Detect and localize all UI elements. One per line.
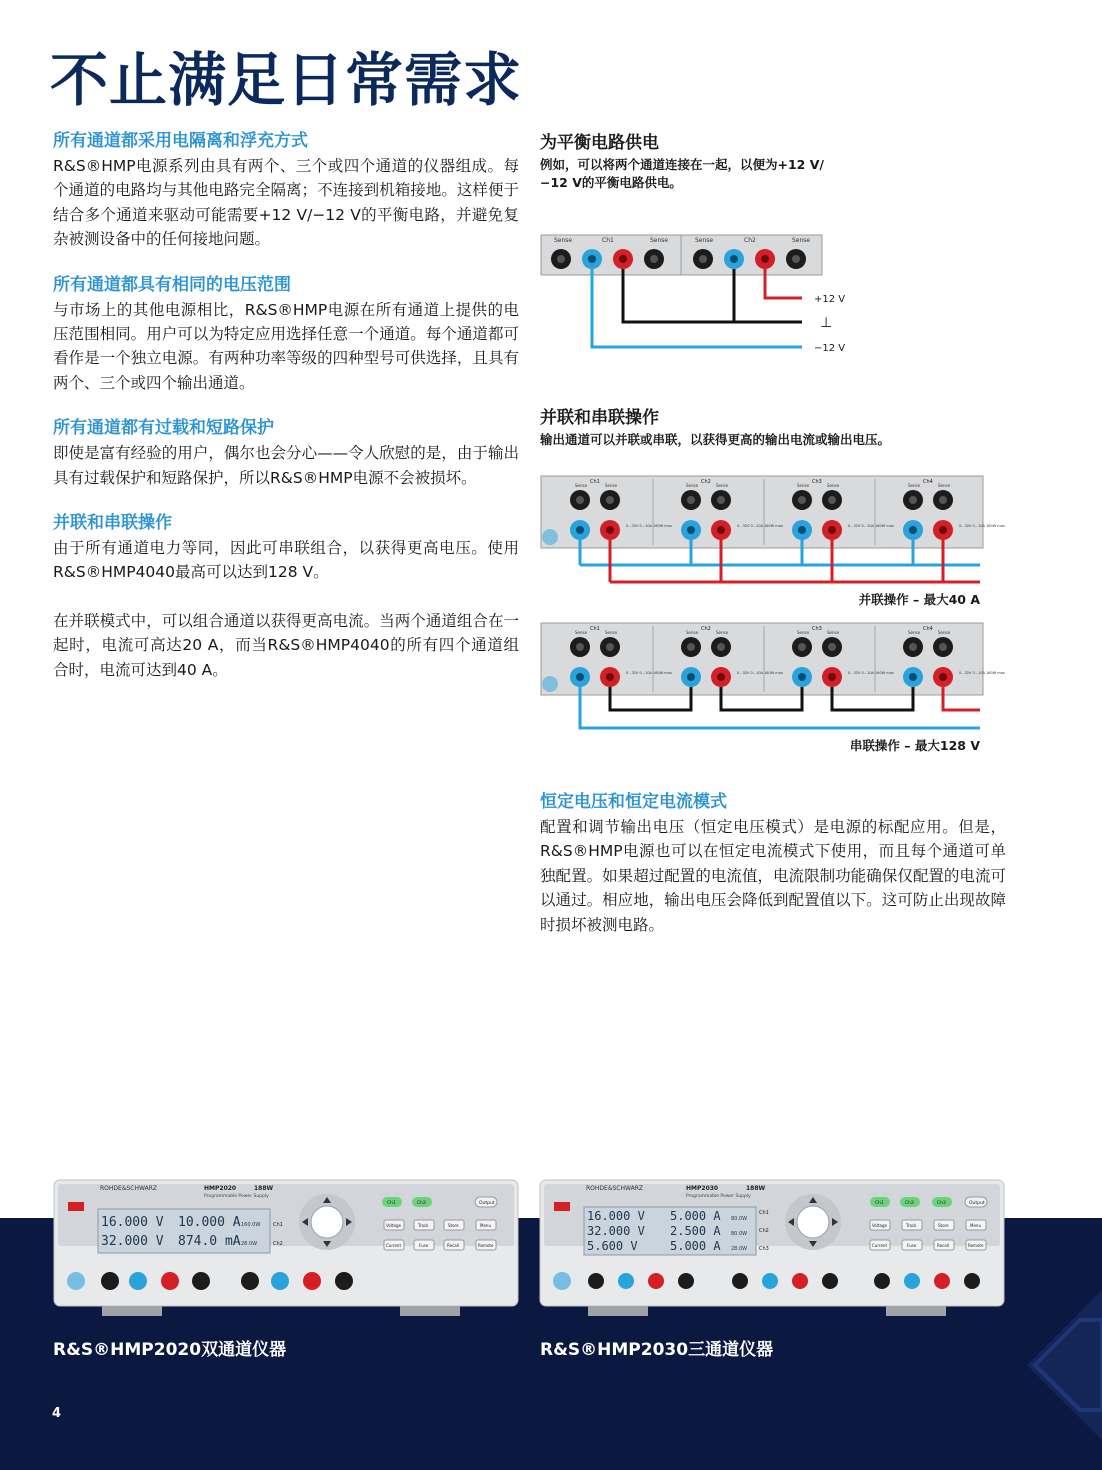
store-button-label: Store xyxy=(448,1223,459,1228)
output-button-label: Output xyxy=(969,1201,985,1206)
sense-label: Sense xyxy=(792,237,811,244)
wire-ground xyxy=(623,269,802,322)
sense-label: Sense xyxy=(908,630,921,635)
rating-label: 0...32V 0...10A 160W max xyxy=(959,524,1005,528)
ch2-button-label: Ch2 xyxy=(905,1201,914,1206)
sense-label: Sense xyxy=(716,630,729,635)
sense-terminal-core xyxy=(828,496,836,504)
channel-label: Ch1 xyxy=(590,626,600,632)
ch3-label: Ch3 xyxy=(759,1246,769,1252)
lcd-ch1-voltage: 16.000 V xyxy=(101,1215,164,1230)
sense-label: Sense xyxy=(908,483,921,488)
left-column xyxy=(53,128,519,702)
series-caption: 串联操作 – 最大128 V xyxy=(849,738,980,753)
rating-label: 0...32V 0...10A 160W max xyxy=(737,524,783,528)
negative-terminal-core xyxy=(576,526,584,534)
sense-terminal-core xyxy=(939,643,947,651)
section-text: 由于所有通道电力等同，因此可串联组合，以获得更高电压。使用R&S®HMP4040最高可以达到128 V。 xyxy=(53,539,519,582)
sense-label: Sense xyxy=(605,483,618,488)
section-text: 配置和调节输出电压（恒定电压模式）是电源的标配应用。但是，R&S®HMP电源也可以在恒定电流模式下使用，而且每个通道可单独配置。如果超过配置的电流值，电流限制功能确保仅配置的电流可以通过。相应地，输出电压会降低到配置值以下。这可防止出现故障时损坏被测电路。 xyxy=(540,818,1006,934)
menu-button-label: Menu xyxy=(480,1223,491,1228)
rotary-knob[interactable] xyxy=(311,1206,343,1238)
lcd-ch2-voltage: 32.000 V xyxy=(587,1224,645,1238)
subtitle-label: Programmable Power Supply xyxy=(686,1194,751,1199)
positive-terminal-core xyxy=(939,673,947,681)
sense-terminal-core xyxy=(687,496,695,504)
current-button-label: Current xyxy=(386,1243,402,1248)
sense-label: Sense xyxy=(650,237,669,244)
section-heading: 所有通道都有过载和短路保护 xyxy=(53,418,274,439)
section-protection xyxy=(53,415,519,490)
sense-terminal-core xyxy=(606,496,614,504)
recall-button-label: Recall xyxy=(937,1243,949,1248)
ground-symbol: ⊥ xyxy=(820,315,833,331)
device-hmp2020 xyxy=(54,1180,518,1316)
lcd-ch1-current: 5.000 A xyxy=(670,1209,721,1223)
fuse-button-label: Fuse xyxy=(907,1243,917,1248)
rating-label: 0...32V 0...10A 160W max xyxy=(737,671,783,675)
section-parallel-series xyxy=(53,510,519,682)
sense-label: Sense xyxy=(686,483,699,488)
sense-label: Sense xyxy=(575,630,588,635)
plus-12v-label: +12 V xyxy=(814,294,846,305)
balanced-section xyxy=(540,130,1010,192)
remote-button-label: Remote xyxy=(968,1243,984,1248)
positive-terminal-core xyxy=(828,526,836,534)
ch1-button-label: Ch1 xyxy=(387,1201,396,1206)
rating-label: 0...32V 0...10A 160W max xyxy=(626,524,672,528)
power-rating: 188W xyxy=(254,1185,274,1192)
sense-label: Sense xyxy=(827,483,840,488)
sense-terminal-core xyxy=(909,643,917,651)
section-heading: 为平衡电路供电 xyxy=(540,133,659,153)
cv-cc-section xyxy=(540,789,1006,937)
sense-terminal-core xyxy=(939,496,947,504)
channel-label: Ch3 xyxy=(812,479,822,485)
power-button[interactable] xyxy=(68,1202,84,1211)
negative-terminal-core xyxy=(687,673,695,681)
section-text: 与市场上的其他电源相比，R&S®HMP电源在所有通道上提供的电压范围相同。用户可以为特定应用选择任意一个通道。每个通道都可看作是一个独立电源。有两种功率等级的四种型号可供选择，且具有两个、三个或四个输出通道。 xyxy=(53,300,519,392)
sense-label: Sense xyxy=(797,630,810,635)
rating-label: 0...32V 0...10A 160W max xyxy=(848,524,894,528)
foot xyxy=(102,1306,162,1316)
foot xyxy=(588,1306,648,1316)
fuse-button-label: Fuse xyxy=(419,1243,429,1248)
section-heading: 并联和串联操作 xyxy=(540,408,659,428)
device-caption-hmp2020: R&S®HMP2020双通道仪器 xyxy=(53,1340,287,1360)
rotary-knob[interactable] xyxy=(797,1206,829,1238)
sense-terminal-core xyxy=(717,643,725,651)
device-hmp2030 xyxy=(540,1180,1004,1316)
lcd-ch2-power: 80.0W xyxy=(731,1231,748,1237)
positive-terminal-core xyxy=(717,526,725,534)
sense-terminal-core xyxy=(828,643,836,651)
ch1-label: Ch1 xyxy=(759,1210,769,1216)
section-text: 在并联模式中，可以组合通道以获得更高电流。当两个通道组合在一起时，电流可高达20 A，而当R&S®HMP4040的所有四个通道组合时，电流可达到40 A。 xyxy=(53,611,519,679)
store-button-label: Store xyxy=(938,1223,949,1228)
lcd-ch3-voltage: 5.600 V xyxy=(587,1239,638,1253)
lcd-ch2-power: 28.0W xyxy=(241,1241,258,1247)
lcd-ch2-voltage: 32.000 V xyxy=(101,1234,164,1249)
sense-terminal-core xyxy=(717,496,725,504)
section-text: 例如，可以将两个通道连接在一起，以便为+12 V/−12 V的平衡电路供电。 xyxy=(540,157,824,190)
channel-label: Ch2 xyxy=(701,479,711,485)
positive-terminal-core xyxy=(939,526,947,534)
usb-port xyxy=(542,676,558,692)
lcd-ch3-current: 5.000 A xyxy=(670,1239,721,1253)
remote-button-label: Remote xyxy=(478,1243,494,1248)
ch2-button-label: Ch2 xyxy=(417,1201,426,1206)
sense-label: Sense xyxy=(827,630,840,635)
sense-label: Sense xyxy=(797,483,810,488)
model-label: HMP2020 xyxy=(204,1185,237,1192)
ch1-label: Ch1 xyxy=(273,1222,283,1228)
output-button-label: Output xyxy=(479,1201,495,1206)
channel-label: Ch1 xyxy=(590,479,600,485)
voltage-button-label: Voltage xyxy=(386,1223,402,1228)
lcd-ch3-power: 28.0W xyxy=(731,1246,748,1252)
sense-terminal-core xyxy=(576,643,584,651)
device-front-panel xyxy=(540,1180,1004,1316)
section-heading: 所有通道都具有相同的电压范围 xyxy=(53,274,291,295)
ch2-label: Ch2 xyxy=(759,1228,769,1234)
parallel-series-section xyxy=(540,405,1010,449)
device-front-panel xyxy=(54,1180,518,1316)
sense-label: Sense xyxy=(605,630,618,635)
channel-label: Ch2 xyxy=(701,626,711,632)
section-text: 即使是富有经验的用户，偶尔也会分心——令人欣慰的是，由于输出具有过载保护和短路保护，所以R&S®HMP电源不会被损坏。 xyxy=(53,444,519,487)
lcd-ch2-current: 2.500 A xyxy=(670,1224,721,1238)
brand-logo: ROHDE&SCHWARZ xyxy=(586,1185,643,1192)
sense-terminal-core xyxy=(798,643,806,651)
lcd-ch2-current: 874.0 mA xyxy=(178,1234,241,1249)
rating-label: 0...32V 0...10A 160W max xyxy=(626,671,672,675)
lcd-ch1-current: 10.000 A xyxy=(178,1215,241,1230)
balanced-wiring-diagram xyxy=(540,234,846,356)
lcd-ch1-voltage: 16.000 V xyxy=(587,1209,645,1223)
brand-logo: ROHDE&SCHWARZ xyxy=(100,1185,157,1192)
series-wiring-diagram xyxy=(540,622,1005,734)
section-heading: 所有通道都采用电隔离和浮充方式 xyxy=(53,131,308,151)
ch3-button-label: Ch3 xyxy=(937,1201,946,1206)
sense-terminal-core xyxy=(606,643,614,651)
recall-button-label: Recall xyxy=(447,1243,459,1248)
positive-terminal-core xyxy=(828,673,836,681)
sense-terminal-core xyxy=(576,496,584,504)
foot xyxy=(886,1306,946,1316)
model-label: HMP2030 xyxy=(686,1185,719,1192)
sense-label: Sense xyxy=(938,630,951,635)
page-title: 不止满足日常需求 xyxy=(50,46,523,114)
track-button-label: Track xyxy=(418,1223,429,1228)
track-button-label: Track xyxy=(906,1223,917,1228)
sense-label: Sense xyxy=(554,237,573,244)
parallel-wiring-diagram xyxy=(540,475,1005,587)
page-number: 4 xyxy=(52,1406,62,1421)
ch1-button-label: Ch1 xyxy=(875,1201,884,1206)
current-button-label: Current xyxy=(872,1243,888,1248)
channel-label: Ch4 xyxy=(923,479,933,485)
sense-terminal-core xyxy=(687,643,695,651)
power-rating: 188W xyxy=(746,1185,766,1192)
sense-label: Sense xyxy=(695,237,714,244)
voltage-button-label: Voltage xyxy=(872,1223,888,1228)
foot xyxy=(400,1306,460,1316)
sense-label: Sense xyxy=(575,483,588,488)
negative-terminal-core xyxy=(687,526,695,534)
negative-terminal-core xyxy=(576,673,584,681)
section-text: 输出通道可以并联或串联，以获得更高的输出电流或输出电压。 xyxy=(540,432,891,447)
menu-button-label: Menu xyxy=(970,1223,981,1228)
positive-terminal-core xyxy=(717,673,725,681)
power-button[interactable] xyxy=(554,1202,570,1211)
lcd-ch1-power: 160.0W xyxy=(241,1222,261,1228)
ch2-label: Ch2 xyxy=(744,237,756,244)
sense-label: Sense xyxy=(938,483,951,488)
negative-terminal-core xyxy=(909,673,917,681)
section-voltage-range xyxy=(53,272,519,396)
subtitle-label: Programmable Power Supply xyxy=(204,1194,269,1199)
negative-terminal-core xyxy=(798,673,806,681)
rating-label: 0...32V 0...10A 160W max xyxy=(848,671,894,675)
ch2-label: Ch2 xyxy=(273,1241,283,1247)
positive-terminal-core xyxy=(606,673,614,681)
section-heading: 恒定电压和恒定电流模式 xyxy=(540,792,727,812)
negative-terminal-core xyxy=(798,526,806,534)
channel-label: Ch3 xyxy=(812,626,822,632)
section-isolation xyxy=(53,128,519,252)
positive-terminal-core xyxy=(606,526,614,534)
sense-terminal-core xyxy=(909,496,917,504)
device-caption-hmp2030: R&S®HMP2030三通道仪器 xyxy=(540,1340,774,1360)
lcd-ch1-power: 80.0W xyxy=(731,1216,748,1222)
sense-label: Sense xyxy=(686,630,699,635)
negative-terminal-core xyxy=(909,526,917,534)
sense-label: Sense xyxy=(716,483,729,488)
ch1-label: Ch1 xyxy=(602,237,614,244)
section-heading: 并联和串联操作 xyxy=(53,513,172,534)
sense-terminal-core xyxy=(798,496,806,504)
rating-label: 0...32V 0...10A 160W max xyxy=(959,671,1005,675)
usb-port xyxy=(542,529,558,545)
minus-12v-label: −12 V xyxy=(814,343,846,354)
channel-label: Ch4 xyxy=(923,626,933,632)
parallel-caption: 并联操作 – 最大40 A xyxy=(858,592,980,607)
section-text: R&S®HMP电源系列由具有两个、三个或四个通道的仪器组成。每个通道的电路均与其他电路完全隔离；不连接到机箱接地。这样便于结合多个通道来驱动可能需要+12 V/−12 V的平衡电路，并避免复杂被测设备中的任何接地问题。 xyxy=(53,157,519,249)
